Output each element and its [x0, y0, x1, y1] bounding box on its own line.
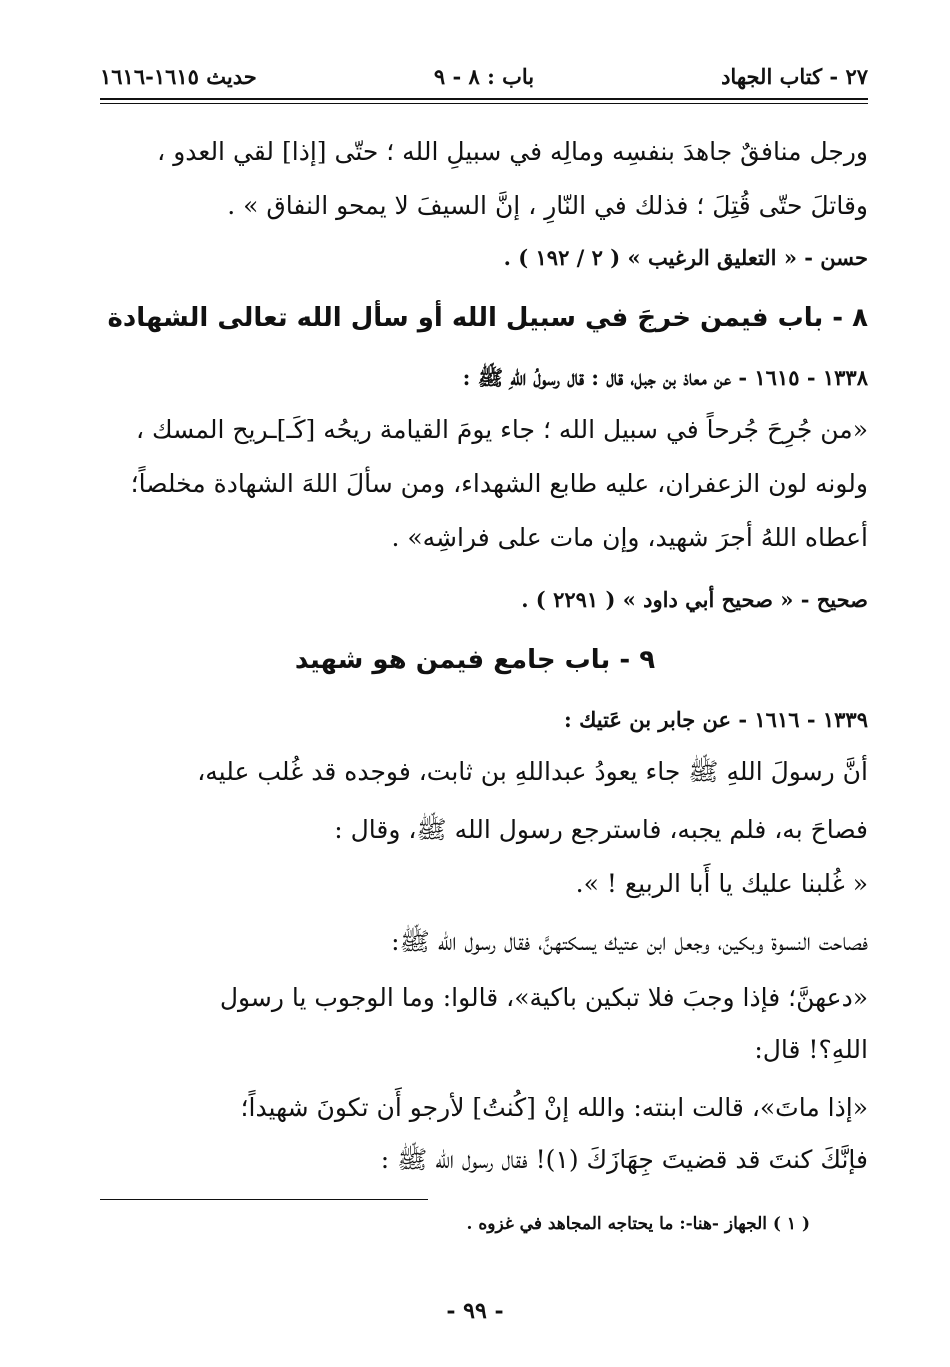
hadith-isnad: ١٣٣٨ - ١٦١٥ - عن معاذ بن جبل، قال : قال رسولُ اللهِ ﷺ :: [462, 365, 868, 390]
header-rule-thin: [100, 103, 868, 104]
text-line: وقاتلَ حتّى قُتِلَ ؛ فذلك في النّارِ ، إنَّ السيفَ لا يمحو النفاق » .: [227, 191, 868, 220]
header-book-title: ٢٧ - كتاب الجهاد: [721, 64, 868, 89]
footnote-rule: [100, 1199, 428, 1200]
text-line: «دعهنَّ؛ فإذا وجبَ فلا تبكين باكية»، قالوا: وما الوجوب يا رسول: [219, 983, 868, 1012]
text-line: فصاحَ به، فلم يجبه، فاسترجع رسول الله ﷺ، وقال :: [334, 815, 868, 844]
text-line: ولونه لون الزعفران، عليه طابع الشهداء، ومن سألَ اللهَ الشهادة مخلصاً؛: [130, 469, 868, 498]
text-line: ورجل منافقٌ جاهدَ بنفسِه ومالِه في سبيلِ الله ؛ حتّى [إذا] لقي العدو ،: [157, 137, 868, 166]
header-hadith-range: حديث ١٦١٥-١٦١٦: [100, 64, 257, 89]
text-line: فصاحت النسوة وبكين، وجعل ابن عتيك يسكتهنَّ، فقال رسول الله ﷺ:: [391, 927, 868, 956]
text-line: « غُلبنا عليك يا أَبا الربيع ! ».: [575, 869, 868, 898]
header-rule-thick: [100, 98, 868, 100]
page-number: - ٩٩ -: [446, 1298, 504, 1324]
text-line: أنَّ رسولَ اللهِ ﷺ جاء يعودُ عبداللهِ بن ثابت، فوجده قد غُلب عليه،: [197, 757, 868, 786]
footnote: ( ١ ) الجهاز -هنا-: ما يحتاجه المجاهد في غزوه .: [466, 1214, 810, 1234]
hadith-grade: حسن - « التعليق الرغيب » ( ٢ / ١٩٢ ) .: [503, 245, 868, 270]
hadith-isnad: ١٣٣٩ - ١٦١٦ - عن جابر بن عَتيك :: [564, 707, 868, 732]
chapter-heading: ٨ - باب فيمن خرجَ في سبيل الله أو سأل الله تعالى الشهادة: [107, 303, 868, 333]
header-chapter: باب : ٨ - ٩: [433, 64, 535, 89]
text-line: «إذا ماتَ»، قالت ابنته: والله إنْ [كُنتُ] لأرجو أَن تكونَ شهيداً؛: [240, 1093, 868, 1122]
text-line: اللهِ؟! قال:: [754, 1035, 868, 1064]
hadith-grade: صحيح - « صحيح أبي داود » ( ٢٢٩١ ) .: [521, 587, 868, 612]
text-line: فإنَّكَ كنتَ قد قضيتَ جِهَازَكَ (١)! فقال رسول الله ﷺ :: [380, 1145, 868, 1174]
text-line: أعطاه اللهُ أجرَ شهيد، وإن مات على فراشِه» .: [391, 523, 868, 552]
text-line: «من جُرِحَ جُرحاً في سبيل الله ؛ جاء يومَ القيامة ريحُه [كَـ]ـريح المسك ،: [136, 415, 868, 444]
chapter-heading: ٩ - باب جامع فيمن هو شهيد: [294, 645, 656, 675]
running-header: [100, 64, 868, 94]
